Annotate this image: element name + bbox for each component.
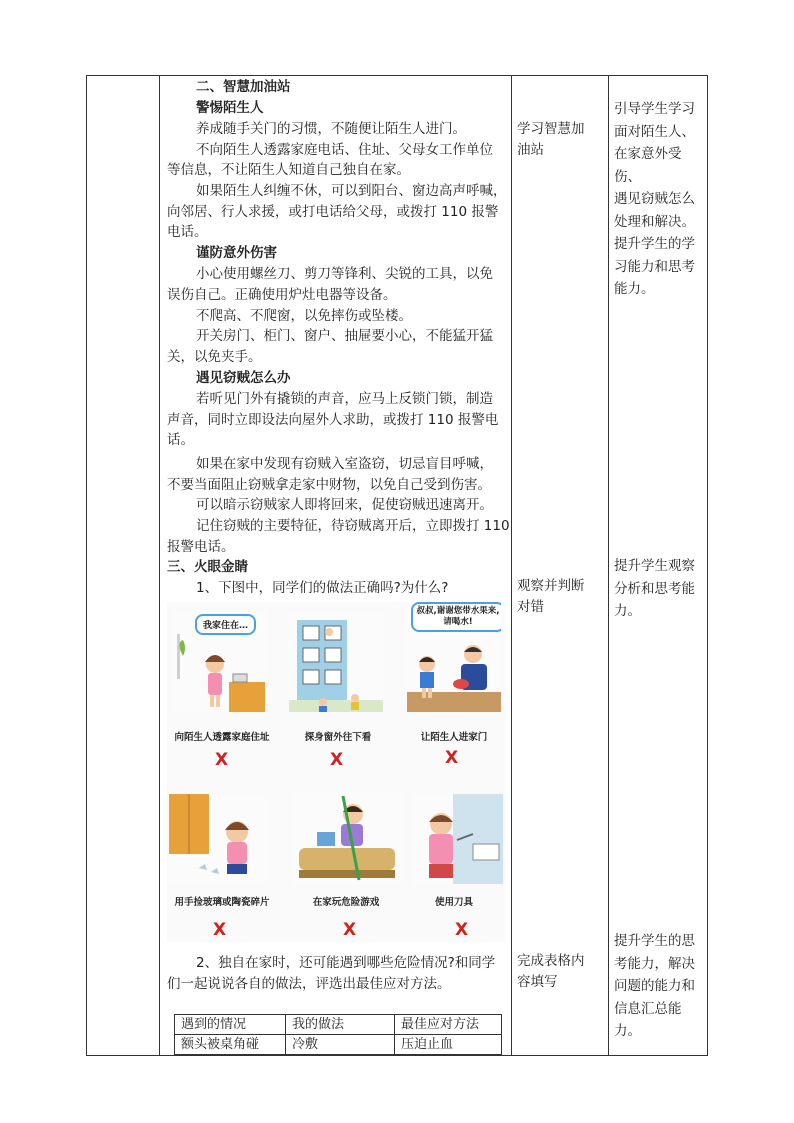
question-2: 2、独自在家时，还可能遇到哪些危险情况?和同学 <box>196 955 496 971</box>
wrong-mark: X <box>343 920 357 940</box>
paragraph: 记住窃贼的主要特征，待窃贼离开后，立即拨打 110 <box>196 518 510 534</box>
activity-cell <box>517 119 603 161</box>
subheading-accident: 谨防意外伤害 <box>196 245 277 261</box>
question-2: 们一起说说各自的做法，评选出最佳应对方法。 <box>167 976 451 992</box>
illustration-danger-game <box>293 792 401 884</box>
paragraph: 关，以免夹手。 <box>167 349 262 365</box>
intent-text: 力。 <box>614 603 641 619</box>
illustration-window <box>289 612 383 712</box>
intent-text: 分析和思考能 <box>614 580 695 597</box>
intent-text: 处理和解决。 <box>614 213 695 230</box>
paragraph: 不爬高、不爬窗，以免摔伤或坠楼。 <box>196 308 412 324</box>
paragraph: 若听见门外有撬锁的声音，应马上反锁门锁，制造 <box>196 391 493 407</box>
caption: 在家玩危险游戏 <box>312 897 380 908</box>
intent-text: 习能力和思考 <box>614 258 695 275</box>
table-header: 遇到的情况 <box>175 1015 286 1035</box>
activity-text: 油站 <box>517 142 544 158</box>
intent-text: 能力。 <box>614 281 655 297</box>
paragraph: 开关房门、柜门、窗户、抽屉要小心，不能猛开猛 <box>196 328 493 344</box>
question-1: 1、下图中，同学们的做法正确吗?为什么? <box>196 580 449 596</box>
intent-text: 考能力，解决 <box>614 955 695 972</box>
illustration-stranger <box>407 602 501 712</box>
table-cell: 额头被桌角碰 <box>175 1035 286 1055</box>
intent-text: 提升学生的学 <box>614 236 695 252</box>
section3-heading: 三、火眼金睛 <box>167 559 248 575</box>
paragraph: 话。 <box>167 432 194 448</box>
table-row <box>175 1035 502 1055</box>
column-divider-1 <box>159 76 160 1055</box>
intent-text: 提升学生的思 <box>614 933 695 949</box>
wrong-mark: X <box>213 920 227 940</box>
paragraph: 小心使用螺丝刀、剪刀等锋利、尖锐的工具，以免 <box>196 266 493 282</box>
speech-bubble: 叔叔,谢谢您带水果来,请喝水! <box>411 602 501 632</box>
column-divider-2 <box>511 76 512 1055</box>
paragraph: 等信息，不让陌生人知道自己独自在家。 <box>167 162 410 178</box>
column-divider-3 <box>608 76 609 1055</box>
illustration-phone-girl <box>173 612 267 712</box>
intent-text: 面对陌生人、 <box>614 123 695 140</box>
table-cell: 压迫止血 <box>395 1035 502 1055</box>
paragraph: 报警电话。 <box>167 539 235 555</box>
safety-illustrations <box>167 602 505 942</box>
intent-cell <box>614 930 704 1043</box>
paragraph: 如果在家中发现有窃贼入室盗窃，切忌盲目呼喊， <box>196 456 493 472</box>
subheading-thief: 遇见窃贼怎么办 <box>196 370 291 386</box>
intent-cell <box>614 98 704 301</box>
paragraph: 误伤自己。正确使用炉灶电器等设备。 <box>167 287 397 303</box>
wrong-mark: X <box>330 750 344 770</box>
wrong-mark: X <box>445 748 459 768</box>
answer-table <box>174 1014 502 1055</box>
intent-text: 引导学生学习 <box>614 101 695 117</box>
paragraph: 向邻居、行人求援，或打电话给父母，或拨打 110 报警 <box>167 204 499 220</box>
intent-text: 问题的能力和 <box>614 978 695 994</box>
paragraph: 如果陌生人纠缠不休，可以到阳台、窗边高声呼喊， <box>196 183 507 199</box>
caption: 探身窗外往下看 <box>304 732 372 743</box>
table-cell: 冷敷 <box>286 1035 395 1055</box>
caption: 用手捡玻璃或陶瓷碎片 <box>174 897 270 908</box>
subheading-stranger: 警惕陌生人 <box>196 100 264 116</box>
activity-text: 对错 <box>517 599 544 615</box>
section2-heading: 二、智慧加油站 <box>196 79 291 95</box>
intent-text: 提升学生观察 <box>614 558 695 574</box>
wrong-mark: X <box>215 750 229 770</box>
table-header: 最佳应对方法 <box>395 1015 502 1035</box>
paragraph: 不向陌生人透露家庭电话、住址、父母女工作单位 <box>196 142 493 158</box>
illustration-broken-glass <box>169 794 269 884</box>
paragraph: 不要当面阻止窃贼拿走家中财物，以免自己受到伤害。 <box>167 477 491 493</box>
paragraph: 电话。 <box>167 224 208 240</box>
illustration-knife <box>413 794 503 884</box>
intent-text: 信息汇总能力。 <box>614 1000 682 1039</box>
activity-text: 完成表格内 <box>517 953 585 969</box>
table-header-row <box>175 1015 502 1035</box>
wrong-mark: X <box>455 920 469 940</box>
caption: 让陌生人进家门 <box>420 732 488 743</box>
activity-cell <box>517 951 603 993</box>
caption: 使用刀具 <box>434 897 473 908</box>
intent-cell <box>614 555 704 623</box>
activity-text: 容填写 <box>517 974 558 990</box>
paragraph: 可以暗示窃贼家人即将回来，促使窃贼迅速离开。 <box>196 497 493 513</box>
intent-text: 遇见窃贼怎么 <box>614 191 695 207</box>
speech-bubble: 我家住在… <box>195 614 256 635</box>
paragraph: 声音，同时立即设法向屋外人求助，或拨打 110 报警电 <box>167 412 499 428</box>
caption: 向陌生人透露家庭住址 <box>174 732 270 743</box>
activity-text: 观察并判断 <box>517 578 585 594</box>
intent-text: 在家意外受伤、 <box>614 146 682 185</box>
activity-text: 学习智慧加 <box>517 121 585 137</box>
activity-cell <box>517 576 603 618</box>
table-header: 我的做法 <box>286 1015 395 1035</box>
paragraph: 养成随手关门的习惯，不随便让陌生人进门。 <box>196 121 466 137</box>
